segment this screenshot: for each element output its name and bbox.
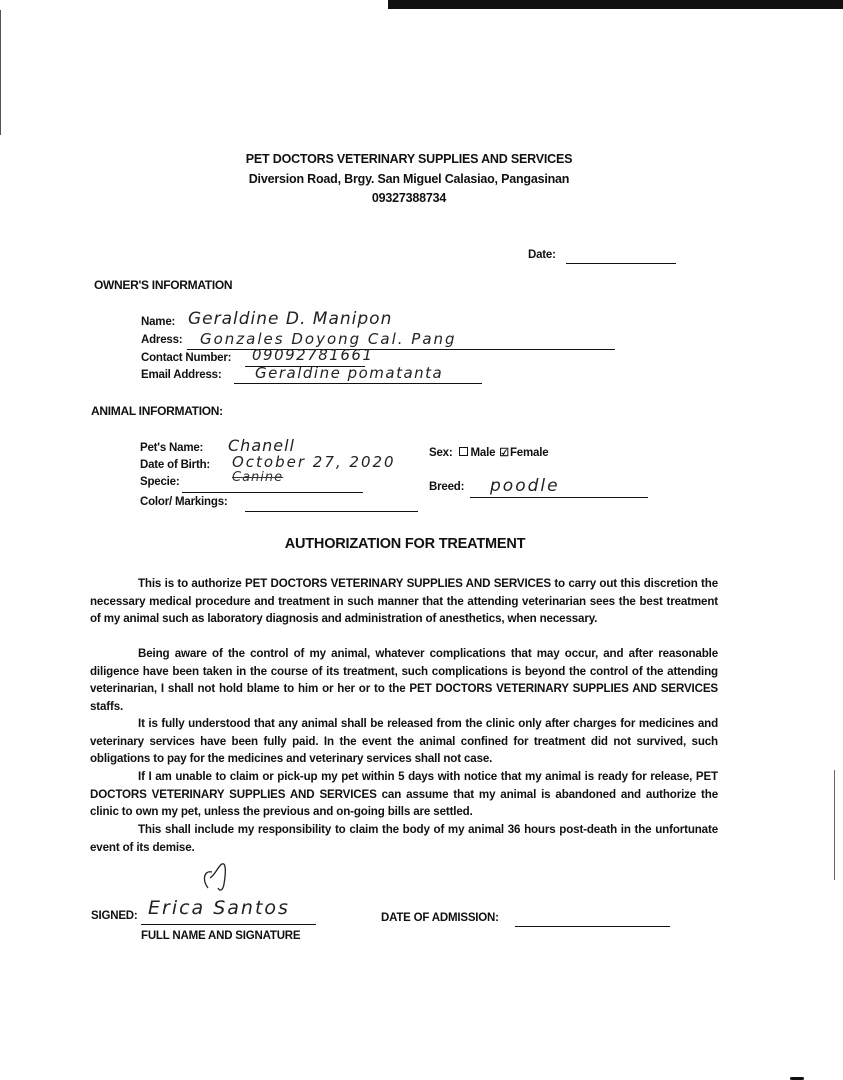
sex-male-label: Male	[470, 447, 496, 459]
species-field[interactable]	[182, 492, 363, 493]
signed-label: SIGNED:	[91, 910, 138, 922]
scan-edge-top	[388, 0, 843, 9]
contact-number-value[interactable]: 09092781661	[252, 346, 374, 364]
signature-field[interactable]	[141, 924, 316, 925]
email-address-field[interactable]	[234, 383, 482, 384]
email-address-value[interactable]: Geraldine pomatanta	[255, 364, 444, 382]
owner-address-label: Adress:	[141, 334, 183, 346]
owner-section-title: OWNER'S INFORMATION	[94, 278, 233, 292]
color-markings-field[interactable]	[245, 511, 418, 512]
auth-paragraph-5: This shall include my responsibility to claim the body of my animal 36 hours post-death in the unfortunate event of its demise.	[90, 823, 718, 854]
contact-number-label: Contact Number:	[141, 352, 232, 364]
sex-field	[429, 446, 548, 459]
date-of-admission-label: DATE OF ADMISSION:	[381, 912, 499, 924]
color-markings-label: Color/ Markings:	[140, 496, 228, 508]
species-value[interactable]: Canine	[232, 470, 284, 485]
sex-female-checkbox[interactable]: ☑	[499, 447, 509, 459]
owner-name-label: Name:	[141, 316, 176, 328]
business-phone: 09327388734	[371, 191, 447, 205]
email-address-label: Email Address:	[141, 369, 222, 381]
signature-mark	[198, 858, 238, 898]
full-name-signature-caption: FULL NAME AND SIGNATURE	[141, 930, 301, 942]
pet-name-value[interactable]: Chanell	[228, 436, 295, 455]
date-of-birth-label: Date of Birth:	[140, 459, 211, 471]
scan-edge-left	[0, 10, 1, 135]
sex-female-label: Female	[509, 447, 549, 459]
business-name: PET DOCTORS VETERINARY SUPPLIES AND SERVICES	[245, 152, 573, 166]
auth-paragraph-3: It is fully understood that any animal shall be released from the clinic only after charges for medicines and veterinary services have been fully paid. In the event the animal confined for treatment did not survived, such obligations to pay for the medicines and veterinary services shall not case.	[90, 717, 718, 766]
owner-address-value[interactable]: Gonzales Doyong Cal. Pang	[200, 330, 457, 348]
auth-paragraph-2: Being aware of the control of my animal, whatever complications that may occur, and after reasonable diligence have been taken in the course of its treatment, such complications is beyond the control of the attending veterinarian, I shall not hold blame to him or her or to the PET DOCTORS VETERINARY SUPPLIES AND SERVICES staffs.	[90, 647, 718, 713]
pet-name-label: Pet's Name:	[140, 442, 204, 454]
owner-name-value[interactable]: Geraldine D. Manipon	[188, 309, 393, 329]
date-of-admission-field[interactable]	[515, 926, 670, 927]
date-of-birth-value[interactable]: October 27, 2020	[232, 453, 396, 471]
signer-name[interactable]: Erica Santos	[148, 897, 290, 919]
sex-male-checkbox[interactable]	[459, 447, 468, 456]
animal-section-title: ANIMAL INFORMATION:	[91, 404, 223, 418]
scan-edge-right	[834, 770, 835, 880]
auth-paragraph-4: If I am unable to claim or pick-up my pet within 5 days with notice that my animal is ready for release, PET DOCTORS VETERINARY SUPPLIES AND SERVICES can assume that my animal is abandoned and authorize the clinic to own my pet, unless the previous and on-going bills are settled.	[90, 770, 718, 819]
breed-value[interactable]: poodle	[490, 476, 560, 496]
auth-paragraph-1: This is to authorize PET DOCTORS VETERINARY SUPPLIES AND SERVICES to carry out this discretion the necessary medical procedure and treatment in such manner that the attending veterinarian sees the best treatment of my animal such as laboratory diagnosis and administration of anesthetics, when necessary.	[90, 577, 718, 626]
date-label: Date:	[528, 249, 556, 261]
species-label: Specie:	[140, 476, 180, 488]
business-address: Diversion Road, Brgy. San Miguel Calasiao, Pangasinan	[248, 172, 570, 186]
breed-label: Breed:	[429, 481, 465, 493]
date-field[interactable]	[566, 263, 676, 264]
authorization-title: AUTHORIZATION FOR TREATMENT	[284, 536, 526, 552]
sex-label: Sex:	[429, 447, 453, 459]
breed-field[interactable]	[470, 497, 648, 498]
